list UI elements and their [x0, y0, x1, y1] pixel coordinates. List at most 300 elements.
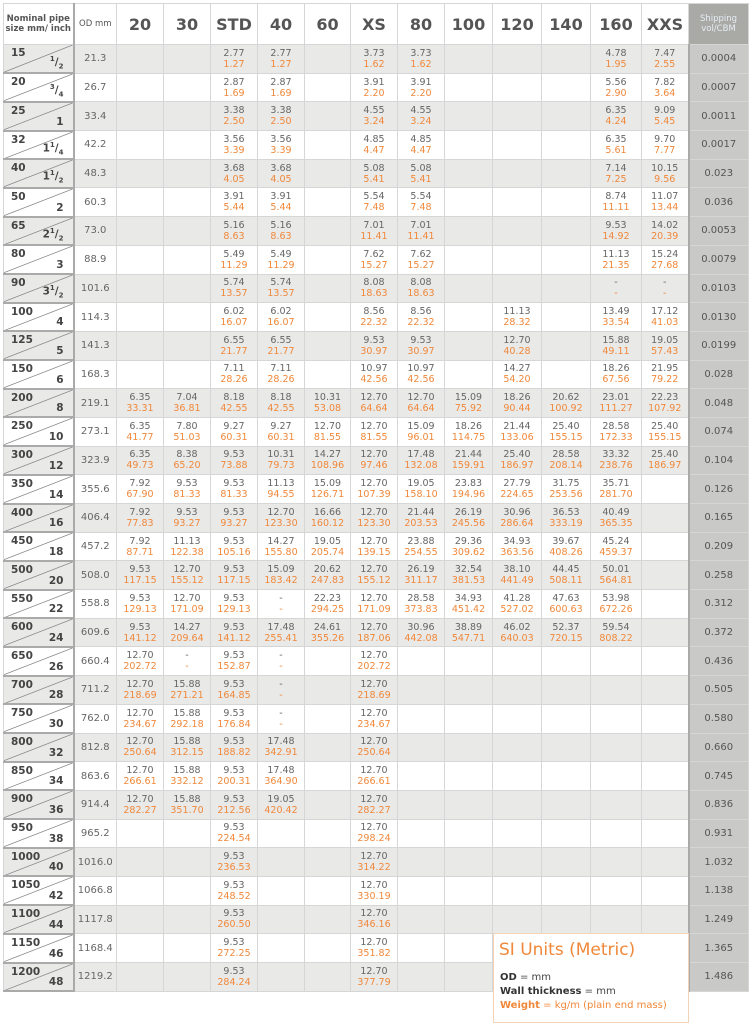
wall-thickness: 11.07 [651, 191, 679, 203]
schedule-cell-xxs [642, 446, 689, 475]
schedule-cell-60 [305, 676, 351, 705]
shipping-volume: 1.138 [689, 876, 749, 905]
weight: 155.12 [170, 575, 204, 587]
weight: 183.42 [264, 575, 298, 587]
schedule-cell-std [211, 676, 258, 705]
weight: 36.81 [173, 403, 201, 415]
nominal-mm: 550 [11, 592, 33, 605]
weight: 28.26 [267, 374, 295, 386]
nominal-size-cell [4, 876, 74, 905]
weight: 22.32 [360, 317, 388, 329]
wall-thickness: 9.53 [223, 535, 245, 547]
schedule-cell-100 [445, 819, 493, 848]
wall-thickness: 5.08 [363, 162, 385, 174]
schedule-cell-160 [591, 217, 642, 246]
table-row [4, 417, 749, 446]
schedule-cell-140 [542, 819, 591, 848]
od-cell: 273.1 [74, 417, 117, 446]
wall-thickness: 19.05 [407, 478, 435, 490]
wall-thickness: 3.38 [223, 105, 245, 117]
schedule-cell-xxs [642, 790, 689, 819]
schedule-cell-100 [445, 274, 493, 303]
shipping-volume: 0.0103 [689, 274, 749, 303]
schedule-cell-20 [117, 188, 164, 217]
weight: 133.06 [500, 431, 534, 443]
schedule-cell-20 [117, 848, 164, 877]
wall-thickness: 15.09 [407, 420, 435, 432]
schedule-cell-30 [164, 217, 211, 246]
shipping-volume: 0.0130 [689, 303, 749, 332]
schedule-cell-30 [164, 389, 211, 418]
weight: 260.50 [217, 919, 251, 931]
wall-thickness: 10.97 [407, 363, 435, 375]
wall-thickness: 8.18 [223, 392, 245, 404]
schedule-cell-100 [445, 159, 493, 188]
od-cell: 355.6 [74, 475, 117, 504]
weight: 33.31 [126, 403, 154, 415]
wall-thickness: 15.88 [173, 707, 201, 719]
weight: 4.24 [605, 116, 627, 128]
wall-thickness: 9.53 [223, 908, 245, 920]
weight: 11.29 [267, 259, 295, 271]
schedule-cell-60 [305, 45, 351, 74]
schedule-cell-120 [493, 819, 542, 848]
schedule-cell-30 [164, 905, 211, 934]
wall-thickness: 16.66 [313, 506, 342, 518]
schedule-cell-xs [351, 331, 398, 360]
schedule-cell-30 [164, 102, 211, 131]
schedule-cell-140 [542, 303, 591, 332]
schedule-cell-20 [117, 532, 164, 561]
schedule-cell-xs [351, 532, 398, 561]
schedule-cell-xxs [642, 245, 689, 274]
wall-thickness: 12.70 [360, 822, 388, 834]
schedule-cell-100 [445, 532, 493, 561]
weight: 73.88 [220, 460, 248, 472]
nominal-mm: 50 [11, 190, 26, 203]
weight: 600.63 [549, 603, 583, 615]
nominal-mm: 100 [11, 305, 33, 318]
schedule-header-100: 100 [445, 4, 493, 45]
schedule-cell-40 [258, 704, 305, 733]
wall-thickness: 11.13 [173, 535, 201, 547]
weight: - [279, 603, 283, 615]
weight: 1.95 [605, 58, 627, 70]
schedule-cell-120 [493, 504, 542, 533]
wall-thickness: 10.15 [651, 162, 679, 174]
nominal-size-cell [4, 303, 74, 332]
schedule-cell-60 [305, 217, 351, 246]
nominal-inch [49, 603, 64, 615]
weight: 42.56 [360, 374, 388, 386]
weight: 373.83 [404, 603, 438, 615]
wall-thickness: 17.48 [267, 765, 295, 777]
inch-numerator: 3 [49, 83, 55, 92]
schedule-cell-xxs [642, 274, 689, 303]
weight: 294.25 [310, 603, 345, 615]
wall-thickness: 38.89 [454, 621, 483, 633]
schedule-cell-xs [351, 963, 398, 992]
wall-thickness: 9.53 [363, 334, 385, 346]
schedule-cell-120 [493, 360, 542, 389]
schedule-cell-140 [542, 561, 591, 590]
weight: 5.44 [270, 202, 292, 214]
weight: 186.97 [648, 460, 682, 472]
legend-od-unit: = mm [520, 972, 552, 983]
schedule-cell-20 [117, 819, 164, 848]
legend-weight-label: Weight [500, 1000, 540, 1011]
nominal-mm: 250 [11, 420, 33, 433]
schedule-cell-30 [164, 561, 211, 590]
wall-thickness: 9.53 [176, 506, 198, 518]
schedule-cell-160 [591, 762, 642, 791]
nominal-size-cell [4, 217, 74, 246]
wall-thickness: 9.53 [223, 851, 245, 863]
wall-thickness: 53.98 [602, 592, 630, 604]
weight: 81.33 [220, 489, 248, 501]
schedule-cell-std [211, 733, 258, 762]
schedule-cell-xxs [642, 475, 689, 504]
table-row [4, 188, 749, 217]
weight: 77.83 [126, 517, 154, 529]
schedule-cell-60 [305, 475, 351, 504]
od-cell: 457.2 [74, 532, 117, 561]
weight: - [279, 718, 283, 730]
schedule-cell-40 [258, 590, 305, 619]
inch-whole: 26 [48, 660, 64, 673]
schedule-cell-std [211, 963, 258, 992]
wall-thickness: 6.55 [223, 334, 245, 346]
inch-numerator: 1 [49, 169, 55, 178]
nominal-size-cell [4, 73, 74, 102]
wall-thickness: 6.35 [129, 449, 151, 461]
inch-whole: 22 [48, 603, 64, 616]
schedule-cell-80 [398, 848, 445, 877]
schedule-cell-40 [258, 532, 305, 561]
wall-thickness: 6.35 [129, 392, 151, 404]
schedule-cell-xs [351, 934, 398, 963]
shipping-volume: 1.365 [689, 934, 749, 963]
weight: 96.01 [407, 431, 435, 443]
schedule-cell-xxs [642, 417, 689, 446]
nominal-size-cell [4, 475, 74, 504]
schedule-cell-std [211, 704, 258, 733]
weight: - [663, 288, 667, 300]
schedule-cell-30 [164, 532, 211, 561]
wall-thickness: 20.62 [313, 564, 342, 576]
schedule-cell-std [211, 331, 258, 360]
nominal-mm: 700 [11, 678, 33, 691]
wall-thickness: 40.49 [602, 506, 630, 518]
schedule-cell-20 [117, 159, 164, 188]
nominal-inch [49, 460, 64, 472]
schedule-cell-xs [351, 561, 398, 590]
schedule-cell-20 [117, 217, 164, 246]
schedule-cell-30 [164, 647, 211, 676]
weight: 282.27 [357, 804, 391, 816]
schedule-cell-30 [164, 446, 211, 475]
schedule-cell-160 [591, 704, 642, 733]
schedule-cell-100 [445, 934, 493, 963]
wall-thickness: 21.44 [454, 449, 483, 461]
wall-thickness: 12.70 [360, 765, 388, 777]
weight: 64.64 [407, 403, 435, 415]
weight: 186.97 [500, 460, 534, 472]
schedule-cell-std [211, 618, 258, 647]
weight: 7.25 [605, 173, 627, 185]
weight: 129.13 [123, 603, 157, 615]
nominal-inch [49, 833, 64, 845]
schedule-cell-40 [258, 504, 305, 533]
weight: 117.15 [217, 575, 251, 587]
wall-thickness: 12.70 [360, 736, 388, 748]
weight: 158.10 [404, 489, 438, 501]
schedule-cell-40 [258, 159, 305, 188]
weight: 672.26 [599, 603, 633, 615]
weight: 81.33 [173, 489, 201, 501]
nominal-inch [49, 919, 64, 931]
schedule-cell-60 [305, 876, 351, 905]
wall-thickness: 9.53 [223, 765, 245, 777]
weight: 67.56 [602, 374, 630, 386]
schedule-cell-140 [542, 360, 591, 389]
nominal-mm: 1100 [11, 908, 41, 921]
nominal-inch [49, 948, 64, 960]
schedule-cell-xs [351, 131, 398, 160]
weight: 90.44 [503, 403, 531, 415]
shipping-volume: 0.036 [689, 188, 749, 217]
table-row [4, 790, 749, 819]
schedule-cell-30 [164, 762, 211, 791]
schedule-cell-140 [542, 446, 591, 475]
schedule-cell-160 [591, 389, 642, 418]
schedule-cell-30 [164, 819, 211, 848]
schedule-cell-80 [398, 819, 445, 848]
schedule-cell-xs [351, 303, 398, 332]
schedule-cell-80 [398, 647, 445, 676]
schedule-cell-xs [351, 217, 398, 246]
wall-thickness: 5.54 [410, 191, 432, 203]
schedule-cell-xxs [642, 704, 689, 733]
schedule-cell-40 [258, 274, 305, 303]
od-cell: 609.6 [74, 618, 117, 647]
schedule-cell-std [211, 647, 258, 676]
schedule-cell-140 [542, 217, 591, 246]
schedule-cell-30 [164, 876, 211, 905]
od-cell: 42.2 [74, 131, 117, 160]
wall-thickness: 23.88 [407, 535, 435, 547]
schedule-cell-100 [445, 876, 493, 905]
nominal-size-cell [4, 274, 74, 303]
schedule-header-20: 20 [117, 4, 164, 45]
schedule-cell-30 [164, 504, 211, 533]
wall-thickness: 9.53 [176, 478, 198, 490]
wall-thickness: 41.28 [503, 592, 531, 604]
schedule-cell-100 [445, 618, 493, 647]
weight: 281.70 [599, 489, 633, 501]
schedule-cell-60 [305, 389, 351, 418]
wall-thickness: 9.53 [223, 937, 245, 949]
schedule-cell-120 [493, 274, 542, 303]
shipping-volume: 0.312 [689, 590, 749, 619]
table-row [4, 102, 749, 131]
weight: 351.82 [357, 948, 391, 960]
schedule-cell-30 [164, 590, 211, 619]
inch-whole: 40 [48, 861, 64, 874]
schedule-cell-xxs [642, 188, 689, 217]
weight: 94.55 [267, 489, 295, 501]
weight: 159.91 [451, 460, 486, 472]
weight: 720.15 [549, 632, 583, 644]
weight: 93.27 [220, 517, 248, 529]
wall-thickness: - [185, 650, 189, 662]
wall-thickness: 8.38 [176, 449, 198, 461]
schedule-cell-xs [351, 188, 398, 217]
weight: 49.11 [602, 345, 630, 357]
inch-whole: 16 [48, 517, 64, 530]
nominal-size-cell [4, 676, 74, 705]
schedule-cell-100 [445, 504, 493, 533]
schedule-cell-140 [542, 245, 591, 274]
schedule-cell-120 [493, 532, 542, 561]
inch-whole: 2 [56, 201, 64, 214]
schedule-cell-20 [117, 905, 164, 934]
wall-thickness: 34.93 [503, 535, 531, 547]
wall-thickness: 44.45 [552, 564, 580, 576]
schedule-header-80: 80 [398, 4, 445, 45]
schedule-cell-100 [445, 905, 493, 934]
schedule-cell-120 [493, 905, 542, 934]
wall-thickness: 23.83 [454, 478, 483, 490]
weight: 202.72 [123, 661, 157, 673]
schedule-cell-100 [445, 676, 493, 705]
nominal-size-cell [4, 590, 74, 619]
weight: 141.12 [123, 632, 157, 644]
nominal-inch [49, 546, 64, 558]
schedule-cell-40 [258, 245, 305, 274]
weight: 364.90 [264, 776, 298, 788]
weight: 224.65 [500, 489, 534, 501]
schedule-cell-xxs [642, 905, 689, 934]
schedule-cell-140 [542, 159, 591, 188]
wall-thickness: 15.88 [602, 334, 630, 346]
schedule-cell-xxs [642, 532, 689, 561]
od-cell: 73.0 [74, 217, 117, 246]
weight: 11.41 [407, 230, 435, 242]
schedule-cell-std [211, 45, 258, 74]
weight: 7.48 [410, 202, 432, 214]
weight: 311.17 [404, 575, 438, 587]
od-cell: 965.2 [74, 819, 117, 848]
schedule-cell-xxs [642, 159, 689, 188]
nominal-inch: $2^1/_2$ [42, 226, 64, 243]
nominal-inch [56, 116, 63, 128]
od-cell: 101.6 [74, 274, 117, 303]
schedule-header-40: 40 [258, 4, 305, 45]
nominal-inch [49, 775, 64, 787]
legend-od [500, 972, 551, 983]
weight: 298.24 [357, 833, 391, 845]
schedule-cell-40 [258, 389, 305, 418]
schedule-cell-20 [117, 417, 164, 446]
schedule-cell-140 [542, 475, 591, 504]
weight: 248.52 [217, 890, 251, 902]
wall-thickness: 12.70 [360, 937, 388, 949]
wall-thickness: 11.13 [503, 306, 531, 318]
schedule-cell-140 [542, 590, 591, 619]
inch-numerator: 1 [49, 284, 55, 293]
od-cell: 21.3 [74, 45, 117, 74]
wall-thickness: 12.70 [360, 506, 388, 518]
weight: 11.41 [360, 230, 388, 242]
wall-thickness: 6.02 [270, 306, 292, 318]
schedule-cell-20 [117, 446, 164, 475]
schedule-cell-140 [542, 73, 591, 102]
weight: 3.24 [363, 116, 385, 128]
schedule-cell-160 [591, 159, 642, 188]
wall-thickness: 12.70 [360, 908, 388, 920]
table-row [4, 676, 749, 705]
wall-thickness: 28.58 [407, 592, 435, 604]
wall-thickness: 19.05 [313, 535, 342, 547]
weight: 117.15 [123, 575, 157, 587]
schedule-cell-std [211, 532, 258, 561]
wall-thickness: 8.08 [410, 277, 432, 289]
weight: 224.54 [217, 833, 251, 845]
wall-thickness: 45.24 [602, 535, 630, 547]
schedule-cell-xs [351, 733, 398, 762]
table-row [4, 45, 749, 74]
schedule-cell-std [211, 790, 258, 819]
weight: 9.56 [654, 173, 676, 185]
schedule-cell-std [211, 389, 258, 418]
wall-thickness: 3.91 [410, 76, 432, 88]
weight: 202.72 [357, 661, 391, 673]
weight: 808.22 [599, 632, 633, 644]
od-cell: 1066.8 [74, 876, 117, 905]
shipping-volume: 0.0011 [689, 102, 749, 131]
nominal-size-cell [4, 704, 74, 733]
od-cell: 711.2 [74, 676, 117, 705]
weight: 14.92 [602, 230, 630, 242]
legend-wall-unit: = mm [584, 986, 616, 997]
weight: 5.41 [410, 173, 432, 185]
nominal-mm: 20 [11, 76, 26, 89]
weight: 5.44 [223, 202, 245, 214]
weight: 28.32 [503, 317, 531, 329]
wall-thickness: 4.85 [363, 133, 385, 145]
weight: 57.43 [651, 345, 679, 357]
wall-thickness: 25.40 [651, 420, 679, 432]
weight: 408.26 [549, 546, 583, 558]
wall-thickness: 28.58 [602, 420, 630, 432]
weight: 2.90 [605, 87, 627, 99]
weight: 40.28 [503, 345, 531, 357]
schedule-cell-60 [305, 618, 351, 647]
wall-thickness: 9.27 [223, 420, 245, 432]
od-cell: 406.4 [74, 504, 117, 533]
weight: 212.56 [217, 804, 251, 816]
schedule-cell-60 [305, 73, 351, 102]
nominal-inch [56, 374, 63, 386]
schedule-cell-100 [445, 360, 493, 389]
schedule-cell-std [211, 217, 258, 246]
schedule-cell-xxs [642, 848, 689, 877]
wall-thickness: 29.36 [454, 535, 483, 547]
schedule-cell-160 [591, 331, 642, 360]
weight: 42.55 [220, 403, 248, 415]
weight: 441.49 [500, 575, 534, 587]
